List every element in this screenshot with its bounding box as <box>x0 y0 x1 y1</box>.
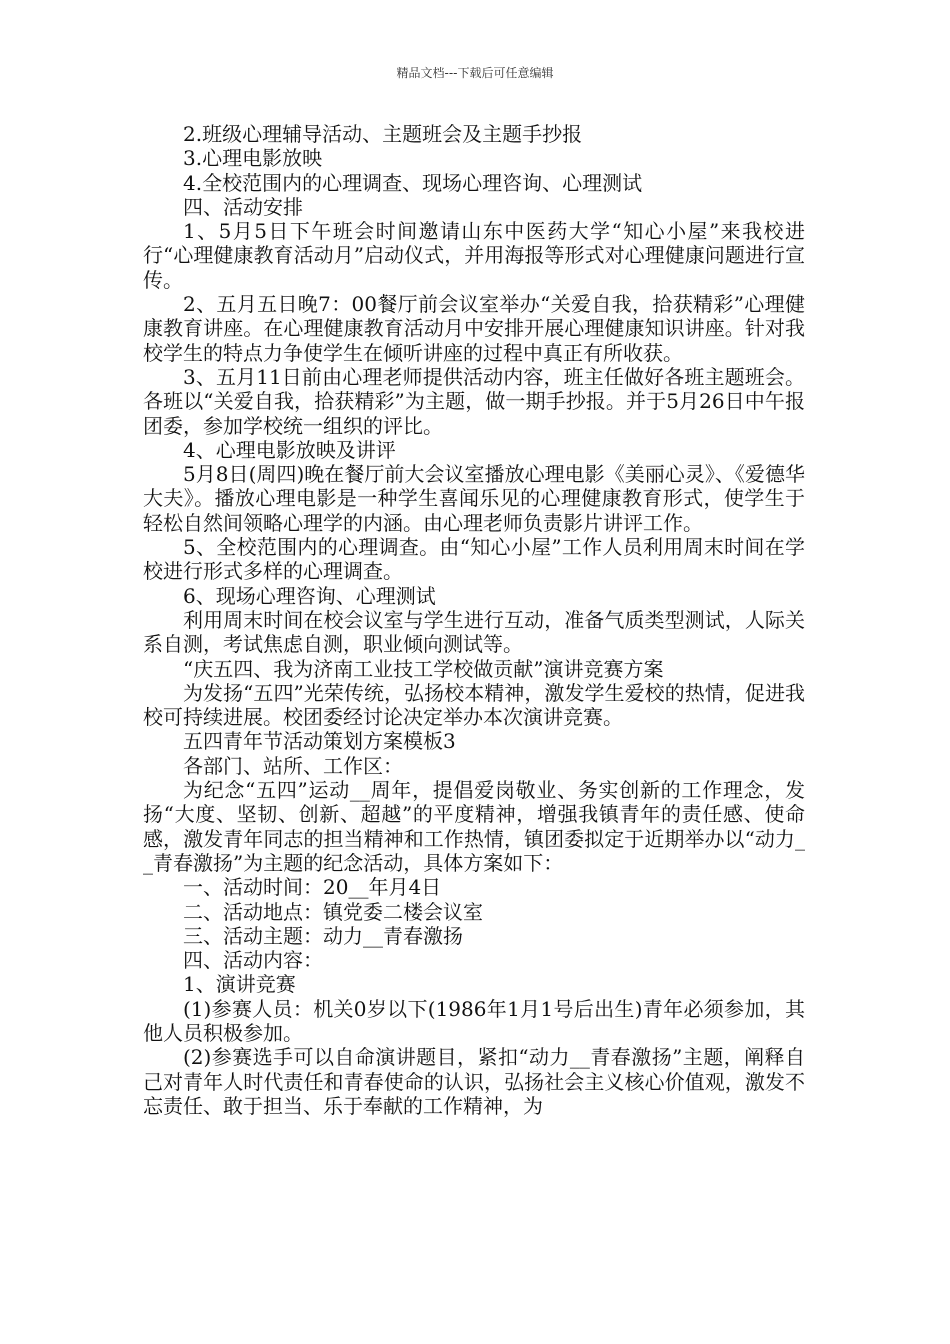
paragraph: 1、5月5日下午班会时间邀请山东中医药大学“知心小屋”来我校进行“心理健康教育活动月”启动仪式，并用海报等形式对心理健康问题进行宣传。 <box>143 219 805 292</box>
paragraph: 4.全校范围内的心理调查、现场心理咨询、心理测试 <box>183 170 643 195</box>
paragraph: 4、心理电影放映及讲评 <box>183 437 396 462</box>
paragraph: 2.班级心理辅导活动、主题班会及主题手抄报 <box>183 122 583 146</box>
paragraph: 1、演讲竞赛 <box>183 972 296 997</box>
paragraph: 5、全校范围内的心理调查。由“知心小屋”工作人员利用周末时间在学校进行形式多样的心理调查。 <box>143 535 805 584</box>
paragraph: 5月8日(周四)晚在餐厅前大会议室播放心理电影《美丽心灵》、《爱德华大夫》。播放心理电影是一种学生喜闻乐见的心理健康教育形式，使学生于轻松自然间领略心理学的内涵。由心理老师负责影片讲评工作。 <box>143 462 805 535</box>
paragraph: 6、现场心理咨询、心理测试 <box>183 583 436 608</box>
section-heading: 四、活动内容： <box>183 948 323 973</box>
document-body <box>143 122 805 1118</box>
section-heading: “庆五四、我为济南工业技工学校做贡献”演讲竞赛方案 <box>183 656 664 681</box>
paragraph: 二、活动地点：镇党委二楼会议室 <box>183 899 483 924</box>
paragraph: 3、五月11日前由心理老师提供活动内容，班主任做好各班主题班会。各班以“关爱自我，拾获精彩”为主题，做一期手抄报。并于5月26日中午报团委，参加学校统一组织的评比。 <box>143 364 805 438</box>
paragraph: 三、活动主题：动力__青春激扬 <box>183 923 463 948</box>
paragraph: 为纪念“五四”运动__周年，提倡爱岗敬业、务实创新的工作理念，发扬“大度、坚韧、创新、超越”的平度精神，增强我镇青年的责任感、使命感，激发青年同志的担当精神和工作热情，镇团委拟定于近期举办以“动力__青春激扬”为主题的纪念活动，具体方案如下： <box>143 778 805 875</box>
paragraph: (1)参赛人员：机关0岁以下(1986年1月1号后出生)青年必须参加，其他人员积极参加。 <box>143 996 805 1045</box>
paragraph: 一、活动时间：20__年月4日 <box>183 875 442 900</box>
section-heading: 五四青年节活动策划方案模板3 <box>183 729 456 754</box>
page-header: 精品文档---下载后可任意编辑 <box>396 66 554 80</box>
paragraph: 3.心理电影放映 <box>183 146 323 171</box>
paragraph: 为发扬“五四”光荣传统，弘扬校本精神，激发学生爱校的热情，促进我校可持续进展。校团委经讨论决定举办本次演讲竞赛。 <box>143 680 805 730</box>
paragraph: 2、五月五日晚7：00餐厅前会议室举办“关爱自我，拾获精彩”心理健康教育讲座。在心理健康教育活动月中安排开展心理健康知识讲座。针对我校学生的特点力争使学生在倾听讲座的过程中真正有所收获。 <box>143 292 805 365</box>
paragraph: (2)参赛选手可以自命演讲题目，紧扣“动力__青春激扬”主题，阐释自己对青年人时代责任和青春使命的认识，弘扬社会主义核心价值观，激发不忘责任、敢于担当、乐于奉献的工作精神，为 <box>143 1045 805 1118</box>
section-heading: 四、活动安排 <box>183 194 303 219</box>
paragraph: 各部门、站所、工作区： <box>183 753 403 778</box>
paragraph: 利用周末时间在校会议室与学生进行互动，准备气质类型测试，人际关系自测，考试焦虑自测，职业倾向测试等。 <box>143 607 805 657</box>
